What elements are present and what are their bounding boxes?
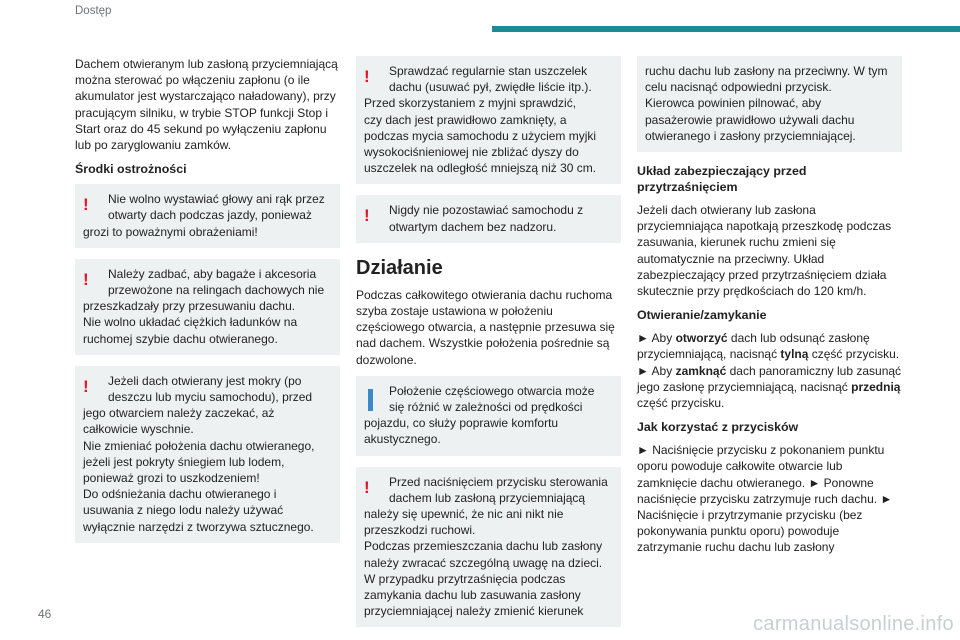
text-line: Nigdy nie pozostawiać samochodu z — [389, 203, 584, 218]
open-close-heading: Otwieranie/zamykanie — [637, 308, 767, 323]
text-line: jego otwarciem należy zaczekać, aż — [83, 406, 275, 421]
text-line: grozi to poważnymi obrażeniami! — [83, 224, 258, 239]
text-line: przyciemniającą można sterować po włączeniu — [75, 57, 338, 88]
intro-paragraph — [75, 56, 340, 153]
text-line: czy dach jest prawidłowo zamknięty, a — [364, 112, 567, 127]
text-line: przytrzaśnięciem — [637, 180, 738, 195]
text-line: ruchu dachu lub zasłony na przeciwny. W tym — [645, 64, 888, 78]
text-line: przyciemniającej należy zmienić kierunek — [364, 604, 584, 619]
column-2 — [356, 56, 621, 627]
warning-box — [75, 184, 340, 248]
warning-exclamation-icon: ! — [83, 269, 89, 289]
text-line: przewożone na relingach dachowych nie — [108, 283, 325, 298]
section-header: Dostęp — [75, 5, 112, 17]
text-line: Układ zabezpieczający przed — [637, 164, 807, 179]
text-line: W przypadku przytrzaśnięcia podczas — [364, 571, 566, 586]
text-line: deszczu lub myciu samochodu), przed — [108, 390, 313, 405]
text-line: (bez pokonywania punktu oporu) powoduje — [637, 508, 863, 539]
text-line: przeszkodzi ruchowi. — [364, 523, 476, 538]
text-line: celu nacisnąć odpowiedni przycisk. — [645, 80, 832, 95]
text-line: ► Aby otworzyć dach lub odsunąć zasłonę — [637, 331, 870, 346]
text-line: zamknięcie dachu otwieranego. — [637, 475, 806, 490]
text-line: zatrzymanie ruchu dachu lub zasłony — [637, 540, 835, 555]
warning-exclamation-icon: ! — [83, 376, 89, 396]
text-line: dachu (usuwać pył, zwiędłe liście itp.). — [389, 80, 592, 95]
precautions-heading: Środki ostrożności — [75, 162, 187, 177]
text-line: pasażerowie prawidłowo używali dachu — [645, 112, 855, 127]
text-line: Nie zmieniać położenia dachu otwieranego, — [83, 438, 315, 453]
text-line: otwieranego i zasłony przyciemniającej. — [645, 128, 856, 143]
text-line: automatycznie na przeciwny. — [637, 251, 791, 266]
section-title-dzialanie: Działanie — [356, 256, 443, 279]
text-line: usuwania z niego lodu należy używać — [83, 503, 284, 518]
info-box — [356, 376, 621, 456]
warning-box — [356, 56, 621, 184]
warning-box — [356, 195, 621, 242]
text-line: ruchoma szyba zostaje ustawiona w położeniu — [356, 287, 613, 319]
text-line: Kierowca powinien pilnować, aby — [645, 96, 822, 111]
anti-pinch-paragraph — [637, 202, 902, 299]
text-line: punktu oporu powoduje całkowite otwarcie lub — [637, 443, 885, 474]
column-1 — [75, 56, 340, 554]
text-line: działa skutecznie przy prędkościach do — [637, 267, 887, 299]
text-line: Przed skorzystaniem z myjni sprawdzić, — [364, 96, 577, 111]
page-number: 46 — [38, 607, 52, 621]
header-accent-bar — [492, 26, 960, 32]
text-line: Podczas przemieszczania dachu lub zasłony — [364, 539, 603, 554]
text-line: Podczas całkowitego otwierania dachu — [356, 287, 563, 302]
text-line: przednią część przycisku. — [637, 379, 901, 411]
warning-exclamation-icon: ! — [364, 206, 370, 226]
warning-exclamation-icon: ! — [364, 67, 370, 86]
text-line: Dachem otwieranym lub zasłoną — [75, 57, 249, 71]
text-line: ruchomej szybie dachu otwieranego. — [83, 331, 278, 346]
anti-pinch-heading — [637, 163, 902, 195]
text-line: otwartym dachem bez nadzoru. — [389, 219, 557, 234]
text-line: Układ zabezpieczający przed przytrzaśnięciem — [637, 251, 852, 282]
text-line: całkowicie wyschnie. — [83, 422, 194, 437]
text-line: podczas zasuwania, kierunek ruchu zmieni się — [637, 219, 892, 250]
text-line: przeszkadzały przy przesuwaniu dachu. — [83, 299, 296, 314]
text-line: należy zwracać szczególną uwagę na dzieci. — [364, 555, 603, 570]
text-line: Przed naciśnięciem przycisku sterowania — [389, 474, 608, 489]
warning-exclamation-icon: ! — [364, 477, 370, 497]
text-line: Nie wolno wystawiać głowy ani rąk przez — [108, 192, 325, 207]
text-line: Do odśnieżania dachu otwieranego i — [83, 487, 277, 502]
text-line: otwarty dach podczas jazdy, ponieważ — [108, 208, 312, 223]
text-line: pojazdu, co służy poprawie komfortu — [364, 416, 559, 431]
text-line: wyłącznie narzędzi z tworzywa sztucznego. — [83, 519, 314, 534]
buttons-heading: Jak korzystać z przycisków — [637, 420, 799, 435]
info-icon — [364, 383, 386, 413]
text-line: podczas mycia samochodu z użyciem myjki — [364, 128, 597, 143]
text-line: ► Naciśnięcie przycisku z pokonaniem — [637, 443, 845, 458]
text-line: 120 km/h. — [813, 284, 867, 299]
text-line: ponieważ grozi to uszkodzeniem! — [83, 471, 260, 486]
warning-exclamation-icon: ! — [83, 195, 89, 215]
text-line: zamykania dachu lub zasuwania zasłony — [364, 588, 581, 603]
text-line: przycisku. — [845, 347, 900, 362]
warning-box — [356, 467, 621, 628]
warning-box — [75, 366, 340, 543]
text-line: akustycznego. — [364, 432, 441, 447]
text-line: przyciemniającą, nacisnąć tylną część — [637, 347, 843, 362]
text-line: Nie wolno układać ciężkich ładunków na — [83, 315, 298, 330]
text-line: STOP funkcji Stop i Start oraz do 45 sekund — [75, 105, 328, 136]
text-line: wysokociśnieniowej nie zbliżać dyszy do — [364, 145, 579, 160]
text-line: dozwolone. — [356, 352, 417, 367]
text-line: jeżeli jest pokryty śniegiem lub lodem, — [83, 454, 285, 469]
text-line: ► Aby zamknąć dach panoramiczny lub — [637, 363, 854, 378]
text-line: Jeżeli dach otwierany jest mokry (po — [108, 373, 302, 388]
text-line: należy się upewnić, że nic ani nikt nie — [364, 507, 564, 522]
text-line: ► Naciśnięcie i przytrzymanie przycisku — [637, 491, 893, 523]
text-line: po wyłączeniu zapłonu lub po zaryglowaniu — [75, 121, 327, 153]
text-line: ruch dachu. — [814, 491, 878, 506]
text-line: Należy zadbać, aby bagaże i akcesoria — [108, 266, 317, 281]
text-line: częściowego otwarcia, a następnie przesuwa się — [356, 320, 615, 335]
text-line: zapłonu (o ile akumulator jest wystarczająco — [75, 73, 310, 104]
text-line: Sprawdzać regularnie stan uszczelek — [389, 64, 588, 78]
text-line: naładowany), przy pracującym silniku, w trybie — [75, 89, 336, 120]
text-line: Położenie częściowego otwarcia może — [389, 383, 595, 398]
text-line: się różnić w zależności od prędkości — [389, 400, 583, 415]
text-line: przyciemniająca napotkają przeszkodę — [637, 219, 844, 234]
text-line: zamków. — [184, 138, 232, 153]
column-3 — [637, 56, 902, 564]
watermark: carmanualsonline.info — [753, 613, 954, 635]
buttons-paragraph — [637, 442, 902, 555]
open-close-paragraph — [637, 330, 902, 411]
text-line: Jeżeli dach otwierany lub zasłona — [637, 203, 816, 218]
text-line: dachem lub zasłoną przyciemniającą — [389, 490, 586, 505]
text-line: ► Ponowne naciśnięcie przycisku zatrzymuje — [637, 475, 874, 506]
warning-box-continued — [637, 56, 902, 152]
text-line: nad dachem. Wszystkie położenia pośrednie są — [356, 336, 610, 351]
text-line: zasunąć jego zasłonę przyciemniającą, nacisnąć — [637, 363, 902, 394]
warning-box — [75, 259, 340, 355]
text-line: uszczelek na odległość mniejszą niż 30 cm. — [364, 161, 597, 176]
operation-paragraph — [356, 287, 621, 368]
